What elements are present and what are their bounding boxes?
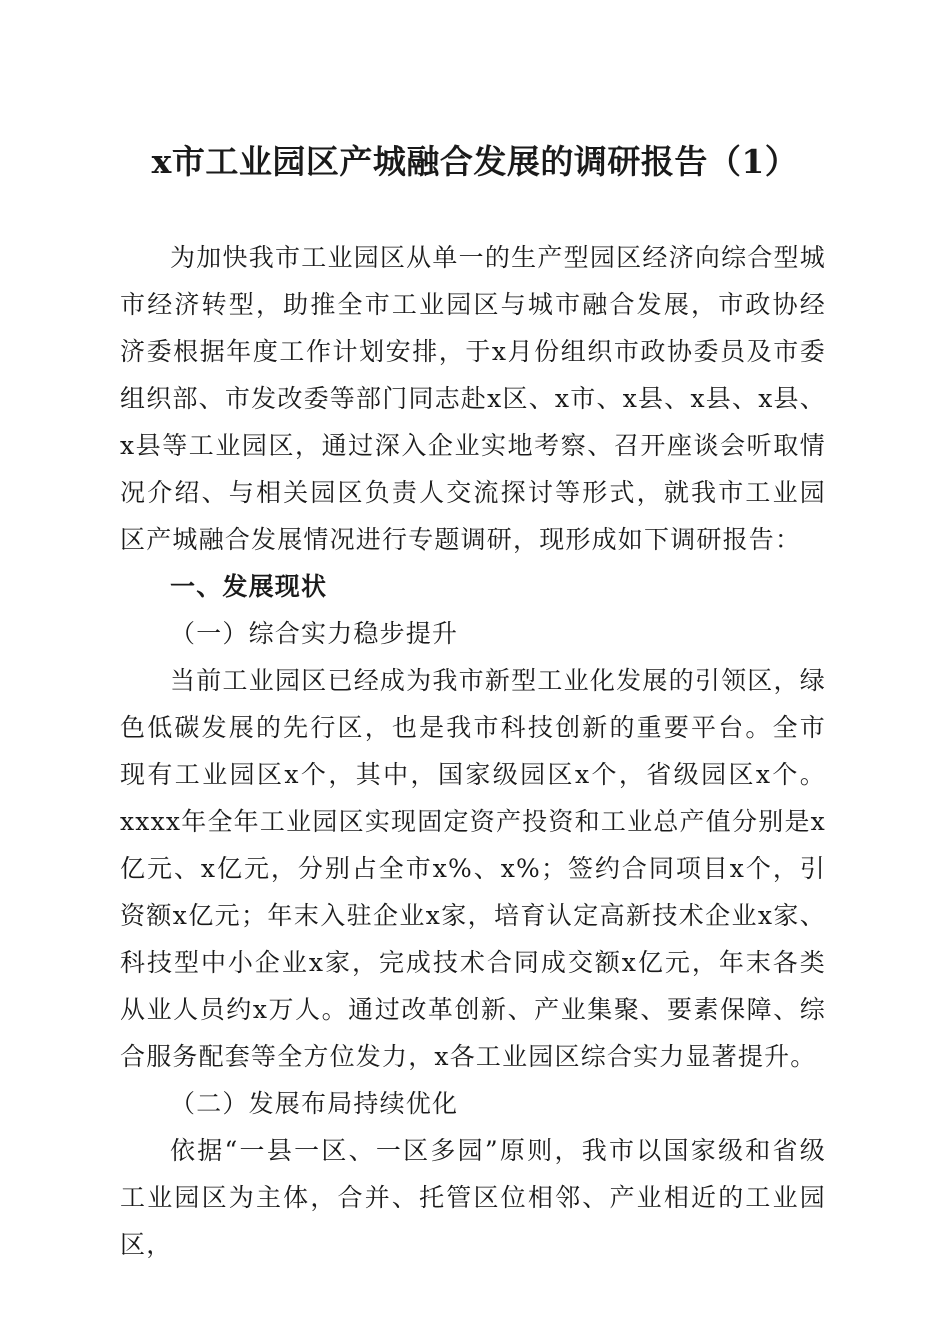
document-body [120, 234, 826, 1268]
document-title: x市工业园区产城融合发展的调研报告（1） [151, 142, 799, 181]
subsection-paragraph-layout: 依据“一县一区、一区多园”原则，我市以国家级和省级工业园区为主体，合并、托管区位相邻、产业相近的工业园区， [120, 1136, 826, 1259]
subsection-heading-layout: （二）发展布局持续优化 [170, 1089, 459, 1118]
intro-paragraph: 为加快我市工业园区从单一的生产型园区经济向综合型城市经济转型，助推全市工业园区与城市融合发展，市政协经济委根据年度工作计划安排，于x月份组织市政协委员及市委组织部、市发改委等部门同志赴x区、x市、x县、x县、x县、x县等工业园区，通过深入企业实地考察、召开座谈会听取情况介绍、与相关园区负责人交流探讨等形式，就我市工业园区产城融合发展情况进行专题调研，现形成如下调研报告： [120, 243, 826, 554]
section-heading-development-status: 一、发展现状 [170, 572, 328, 601]
subsection-paragraph-strength: 当前工业园区已经成为我市新型工业化发展的引领区，绿色低碳发展的先行区，也是我市科技创新的重要平台。全市现有工业园区x个，其中，国家级园区x个，省级园区x个。xxxx年全年工业园区实现固定资产投资和工业总产值分别是x亿元、x亿元，分别占全市x%、x%；签约合同项目x个，引资额x亿元；年末入驻企业x家，培育认定高新技术企业x家、科技型中小企业x家，完成技术合同成交额x亿元，年末各类从业人员约x万人。通过改革创新、产业集聚、要素保障、综合服务配套等全方位发力，x各工业园区综合实力显著提升。 [120, 666, 826, 1071]
subsection-heading-strength: （一）综合实力稳步提升 [170, 619, 459, 648]
